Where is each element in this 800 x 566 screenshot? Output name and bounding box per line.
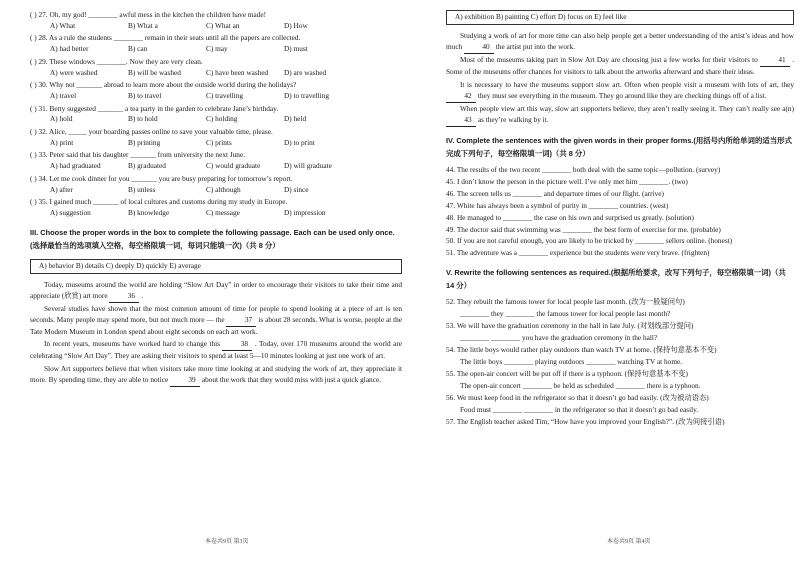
paragraph-text: Several studies have shown that the most common amount of time for people to spend looking at a piece of art is ten seconds. Many people may spend more, but not much more — the [30,304,402,325]
option-choice: C) although [206,184,241,194]
option-choice: C) message [206,207,240,217]
question-stem: ( ) 29. These windows ________. Now they are very clean. [30,56,203,66]
page-footer-right: 本卷共9页 第4页 [607,539,651,545]
passage-paragraph [30,304,402,338]
paragraph-text: It is necessary to have the museums support slow art. Often when people visit a museum with lots of art, they [460,79,794,89]
paragraph-text: they must see everything in the museum. They go around like they are checking things off of a list. [477,90,767,100]
option-choice: A) travel [50,91,77,101]
option-choice: A) What [50,20,76,30]
paragraph-text: Studying a work of art for more time can also help people get a better understanding of the artist’s ideas and how much [446,30,794,51]
option-choice: C) may [206,44,228,54]
answer-blank[interactable]: 41 [760,55,790,67]
paragraph-text: Today, museums around the world are holding “Slow Art Day” in order to encourage their visitors to take their time and appreciate (欣赏) art more [30,279,402,300]
rewrite-answer-line: ________ ________ you have the graduation ceremony in the hall? [460,333,658,343]
option-choice: C) What an [206,20,240,30]
paragraph-text: the artist put into the work. [495,41,575,51]
passage-paragraph [30,280,402,303]
option-choice: D) since [284,184,309,194]
option-choice: A) had better [50,44,89,54]
answer-blank[interactable]: 40 [464,42,494,54]
paragraph-text: Slow Art supporters believe that when visitors take more time looking at and studying the work of art, they appreciate it more. By spending time, they are able to notice [30,363,402,384]
page-footer-left: 本卷共9页 第3页 [205,539,249,545]
fill-in-item: 47. White has always been a symbol of purity in ________ countries. (west) [446,200,669,210]
rewrite-answer-line: Food must ________ ________ in the refrigerator so that it doesn’t go bad easily. [460,404,699,414]
right-column [446,10,794,429]
question-stem: ( ) 28. As a rule the students ________ remain in their seats until all the papers are collected. [30,33,301,43]
rewrite-answer-line: The open-air concert ________ be held as scheduled ________ there is a typhoon. [460,380,701,390]
question-stem: ( ) 31. Betty suggested _______ a tea party in the garden to celebrate Jane’s birthday. [30,103,279,113]
option-choice: B) to travel [128,91,162,101]
rewrite-item: 56. We must keep food in the refrigerator so that it doesn’t go bad easily. (改为被动语态) [446,392,709,402]
option-row [50,208,402,219]
multiple-choice-list [30,10,402,219]
paragraph-text: is about 28 seconds. What is worse, people at the Tate Modern Museum in London spend about eight seconds on each art work. [30,315,403,336]
paragraph-text: When people view art this way, slow art supporters believe, they aren’t really seeing it. They can’t really see a(n) [460,104,794,114]
option-choice: D) held [284,114,307,124]
paragraph-text: about the work that they would miss with just a quick glance. [201,374,382,384]
passage-paragraph [446,80,794,103]
option-choice: B) can [128,44,148,54]
rewrite-answer-line: The little boys ________ playing outdoors ________ watching TV at home. [460,356,683,366]
question-stem: ( ) 34. Let me cook dinner for you _______ you are busy preparing for tomorrow’s report. [30,173,293,183]
option-row [50,68,402,79]
paragraph-text: Most of the museums taking part in Slow Art Day are choosing just a few works for their visitors to [460,55,758,65]
fill-in-item: 45. I don’t know the person in the picture well. I’ve only met him ________. (two) [446,176,688,186]
option-choice: C) have been washed [206,67,269,77]
answer-blank[interactable]: 43 [446,115,476,127]
option-choice: C) prints [206,137,232,147]
passage-paragraph [30,339,402,362]
passage-paragraph [446,104,794,127]
option-choice: C) travelling [206,91,244,101]
passage-paragraph [446,55,794,78]
option-row [50,161,402,172]
option-choice: A) hold [50,114,73,124]
option-choice: B) What a [128,20,158,30]
rewrite-item: 54. The little boys would rather play outdoors than watch TV at home. (保持句意基本不变) [446,345,717,354]
fill-in-item: 46. The screen tells us ________ and departure times of our flight. (arrive) [446,188,664,198]
fill-in-item: 51. The adventure was a ________ experience but the students were very brave. (frighten) [446,248,710,258]
option-choice: C) would graduate [206,161,261,171]
option-choice: A) after [50,184,73,194]
rewrite-item: 52. They rebuilt the famous tower for local people last month. (改为一般疑问句) [446,297,685,307]
paragraph-text: . [141,290,144,300]
section-5-heading: V. Rewrite the following sentences as required.(根据所给要求，改写下列句子，每空格限填一词)（共 14 分） [446,268,786,291]
option-choice: A) had graduated [50,161,101,171]
section-4-heading: IV. Complete the sentences with the given words in their proper forms.(用括号内所给单词的适当形式完成下列句子，每空格限填一词)（共 8 分） [446,135,792,158]
answer-blank[interactable]: 42 [446,91,476,103]
option-row [50,44,402,55]
section-4-items [446,165,794,260]
rewrite-item: 57. The English teacher asked Tim, “How have you improved your English?”. (改为间接引语) [446,416,725,426]
option-choice: D) impression [284,207,326,217]
option-choice: D) must [284,44,308,54]
option-row [50,114,402,125]
option-row [50,21,402,32]
answer-blank[interactable]: 36 [109,291,139,303]
option-choice: B) unless [128,184,156,194]
fill-in-item: 50. If you are not careful enough, you are likely to be tricked by ________ sellers online. (honest) [446,236,733,246]
option-choice: A) were washed [50,67,98,77]
option-choice: D) to travelling [284,91,329,101]
paragraph-text: In recent years, museums have worked hard to change this [44,339,220,349]
option-choice: D) How [284,20,308,30]
option-row [50,138,402,149]
paragraph-text: as they’re walking by it. [477,115,549,124]
option-row [50,185,402,196]
rewrite-item: 53. We will have the graduation ceremony in the hall in late July. (对划线部分提问) [446,321,694,331]
question-stem: ( ) 35. I gained much _______ of local cultures and customs during my study in Europe. [30,197,288,206]
paragraph-text: . Today, over 170 museums around the world are celebrating “Slow Art Day”. They are asking their visitors to spend at least 5—10 minutes looking at just one work of art. [30,339,403,361]
section-5-items [446,297,794,427]
fill-in-item: 44. The results of the two recent ________ both deal with the same topic—pollution. (survey) [446,164,721,174]
passage-part-1 [30,280,402,387]
fill-in-item: 49. The doctor said that swimming was ________ the best form of exercise for me. (probable) [446,224,721,234]
rewrite-answer-line: ________ they ________ the famous tower for local people last month? [460,309,671,319]
fill-in-item: 48. He managed to ________ the case on his own and surprised us greatly. (solution) [446,212,694,222]
passage-paragraph [446,31,794,54]
option-choice: B) will be washed [128,67,181,77]
question-stem: ( ) 32. Alice, _____ your boarding passes online to save your valuable time, please. [30,126,273,136]
answer-blank[interactable]: 39 [170,375,200,387]
question-stem: ( ) 27. Oh, my god! ________ awful mess in the kitchen the children have made! [30,10,267,19]
option-choice: D) are washed [284,67,327,77]
question-stem: ( ) 30. Why not _______ abroad to learn more about the outside world during the holidays? [30,80,297,90]
option-choice: D) will graduate [284,161,332,171]
option-choice: A) print [50,137,74,147]
passage-part-2 [446,31,794,127]
option-row [50,91,402,102]
section-3-heading: III. Choose the proper words in the box to complete the following passage. Each can be used only once.(选择最恰当的选项填入空格，每空格限填一词，每词只能填一次)（共 8 分） [30,227,395,250]
option-choice: D) to print [284,137,315,147]
option-choice: B) graduated [128,161,166,171]
option-choice: B) printing [128,137,161,147]
word-box-a: A) behavior B) details C) deeply D) quickly E) average [30,259,402,274]
answer-blank[interactable]: 37 [226,315,256,327]
rewrite-item: 55. The open-air concert will be put off if there is a typhoon. (保持句意基本不变) [446,368,688,378]
left-column [30,10,402,388]
option-choice: C) holding [206,114,238,124]
passage-paragraph [30,364,402,387]
option-choice: B) to hold [128,114,158,124]
question-stem: ( ) 33. Peter said that his daughter _______ from university the next June. [30,150,246,160]
answer-blank[interactable]: 38 [222,339,252,351]
option-choice: A) suggestion [50,207,91,217]
option-choice: B) knowledge [128,207,170,217]
word-box-b: A) exhibition B) painting C) effort D) focus on E) feel like [446,10,794,25]
paragraph-text: . Some of the museums offer chances for visitors to talk about the artworks afterward and share their ideas. [446,55,795,77]
